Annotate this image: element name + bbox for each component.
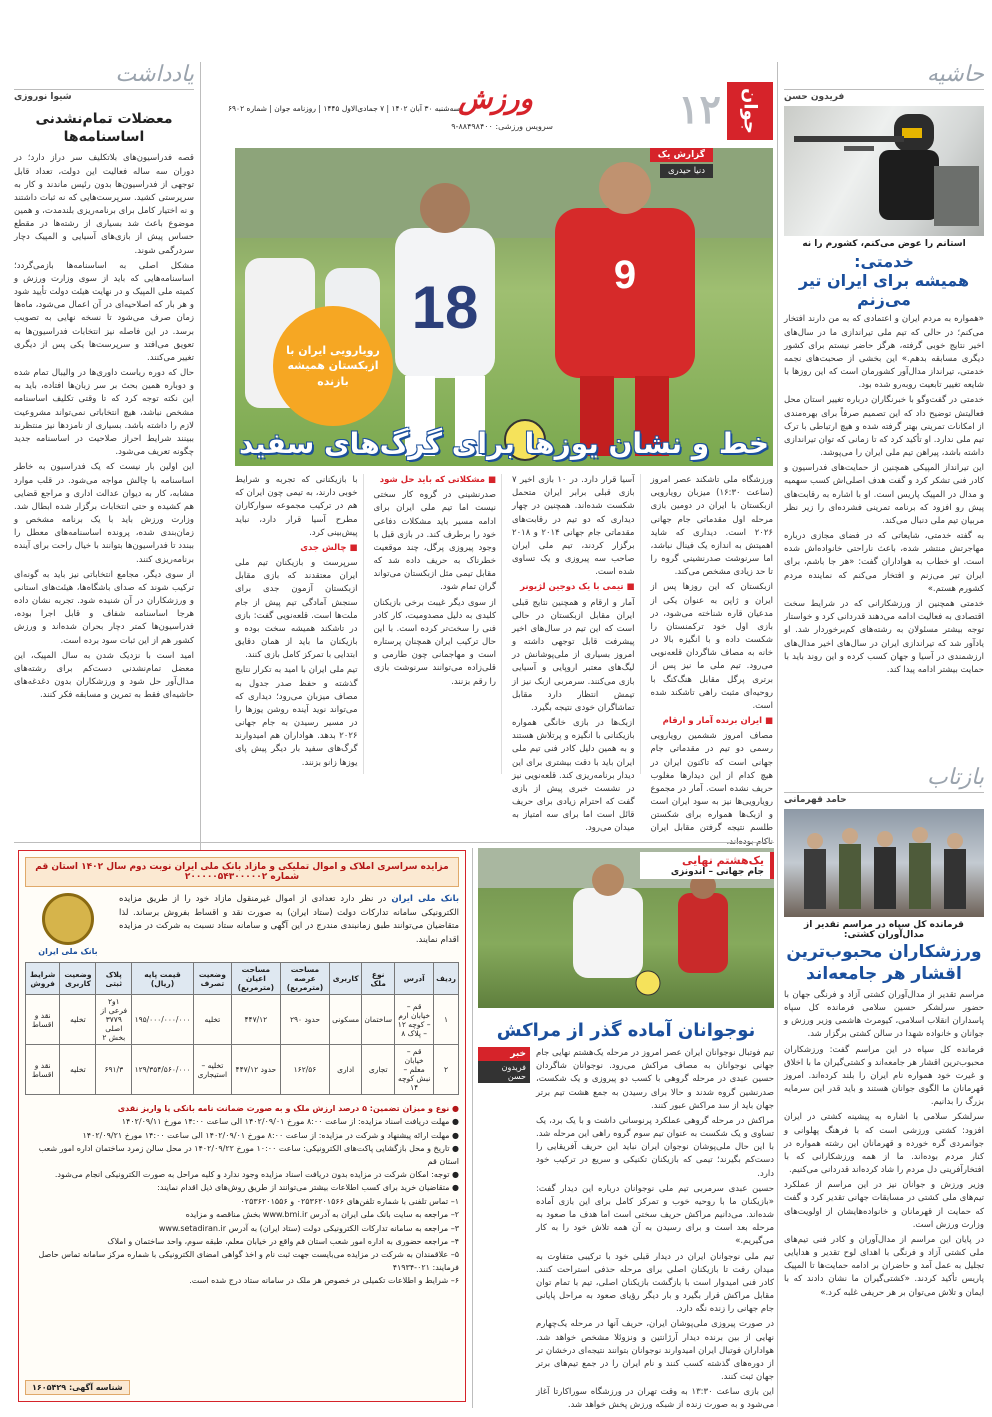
lead-column-1: ورزشگاه ملی تاشکند عصر امروز (ساعت ۱۶:۳۰) میزبان رویارویی ازبکستان با ایران در دومین بازی مرحله اول مقدماتی جام جهانی ۲۰۲۶ است. دیداری که شاید اهمیتش به اندازه یک فینال نباشد، اما سرنوشت صدرنشینی گروه را تا حد زیادی مشخص می‌کند. ازبکستان که این روزها پس از ایران و ژاپن به عنوان یکی از مدعیان قاره شناخته می‌شود، در بازی اول خود ترکمنستان را شکست داده و با انگیزه بالا در خانه به مصاف شاگردان قلعه‌نویی می‌رود. تیم ملی ما نیز پس از برتری پرگل مقابل هنگ‌کنگ با روحیه‌ای مثبت راهی تاشکند شده است. ■ ایران برنده آمار و ارقام مصاف امروز ششمین رویارویی رسمی دو تیم در مقدماتی جام جهانی است که تاکنون ایران در هیچ کدام از این دیدارها مغلوب حریف نشده است. آمار در مجموع رویارویی‌ها نیز به سود ایران است و ازبک‌ها همواره برای شکستن طلسم نتیجه گرفتن مقابل ایران [650,475,773,834]
lead-column-2: آسیا قرار دارد. در ۱۰ بازی اخیر ۷ بازی قبلی برابر ایران متحمل شکست شده‌اند. همچنین در چهار دیداری که دو تیم در رقابت‌های مقدماتی جام جهانی ۲۰۱۴ و ۲۰۱۸ برگزار کردند، تیم ملی ایران صاحب سه پیروزی و یک تساوی شده است. ■ تیمی با یک دوجین لژیونر آمار و ارقام و همچنین نتایج قبلی ایران مقابل ازبکستان در حالی است که این تیم در سال‌های اخیر پیشرفت قابل توجهی داشته و امروز بسیاری از ملی‌پوشانش در لیگ‌های معتبر اروپایی و آسیایی بازی می‌کنند. سرمربی ازبک نیز از تیمش انتظار دارد مقابل تماشاگران خودی نتیجه بگیرد. ازبک‌ها در بازی خانگی همواره بازیکنانی با انگیزه و پرتلاش هستند و به همین دلیل کادر فنی تیم ملی ایران باید با دقت بیشتری برای این دیدار برنامه‌ریزی کند. قلعه‌نویی نیز در نشست خبری پیش از بازی گفت که احترام زیادی برای حریف قائل است اما برای سه امتیاز به میدان می‌رود. [512,474,641,774]
table-row [26,995,459,1045]
lead-story-columns [235,474,773,834]
ad-th: مساحت اعیان (مترمربع) [231,963,280,995]
table-cell: ۱و۲ فرعی از ۳۷۷۹ اصلی بخش ۲ [96,995,132,1045]
lead-column-4: با بازیکنانی که تجربه و شرایط خوبی دارند، به تیمی چون ایران که هم در ترکیب مجموعه سوارکاران مطرح آسیا قرار دارد، نباید پیش‌بینی کرد. ■ چالش جدی سرپرست و بازیکنان تیم ملی ایران معتقدند که بازی مقابل ازبکستان آزمون جدی برای سنجش آمادگی تیم پیش از جام ملت‌ها است. قلعه‌نویی گفت: بازی در تاشکند همیشه سخت بوده و بازیکنان ما باید از همان دقایق ابتدایی با تمرکز کامل بازی کنند. تیم ملی ایران با امید به تکرار نتایج گذشته و حفظ صدر جدول به مصاف میزبان می‌رود؛ دیداری که می‌تواند نوید آینده روشن یوزها را در مسیر رسیدن به جام جهانی ۲۰۲۶ بدهد. هواداران هم امیدوارند گرگ‌های سفید بار دیگر پیش پای یوزها زانو بزنند. [235,474,364,774]
story2-title: ورزشکاران محبوب‌ترین اقشار هر جامعه‌اند [786,942,982,984]
masthead [228,82,773,140]
right-sidebar [784,62,984,1407]
ad-th: کاربری [330,963,362,995]
ad-th: آدرس [395,963,434,995]
ad-note: ۲– مراجعه به سایت بانک ملی ایران به آدرس www.bmi.ir بخش مناقصه و مزایده [185,1210,459,1220]
dateline: سه‌شنبه ۳۰ آبان ۱۴۰۲ | ۷ جمادی‌الاول ۱۴۴۵ | روزنامه جوان | شماره ۶۹۰۲ [228,104,460,113]
story2-body: مراسم تقدیر از مدال‌آوران کشتی آزاد و فرنگی جهان با حضور سرلشکر حسین سلامی فرمانده کل سپاه پاسداران انقلاب اسلامی، کیومرث هاشمی وزیر ورزش و جوانان و خانواده شهدا در سالن کشتی برگزار شد. فرمانده کل سپاه در این مراسم گفت: ورزشکاران محبوب‌ترین اقشار هر جامعه‌اند و کشتی‌گیران ما با اخلاق و غیرت خود همواره نام ایران را بلند کرده‌اند. امروز قهرمانان ما الگوی جوانان هستند و باید قدر این سرمایه بزرگ را بدانیم. سرلشکر سلامی با اشاره به پیشینه کشتی در ایران افزود: کشتی ورزشی است که با فرهنگ پهلوانی و جوانمردی گره خورده و قهرمانان این رشته همواره در کنار مردم بوده‌اند. ما از همه ورزشکارانی که با افتخارآفرینی دل مردم را شاد کرده‌اند قدردانی می‌کنیم. وزیر ورزش و جوانان نیز در این مراسم از عملکرد تیم‌های ملی کشتی در مسابقات جهانی تقدیر کرد و گفت که حمایت از قهرمانان و خانواده‌هایشان از اولویت‌های وزارت ورزش است. در پایان این مراسم از مدال‌آوران و کادر فنی تیم‌های ملی کشتی آزاد و فرنگی با اهدای لوح تقدیر و هدایایی تجلیل به عمل آمد و حاضران بر ادامه حمایت‌ها تا المپیک پاریس تأکید کردند. «کشتی‌گیران ما نشان دادند که با ایمان و تلاش می‌توان بر هر حریفی غلبه کرد.» [784,989,984,1298]
table-cell: ۶۹۱/۳ [96,1045,132,1095]
story-title: همیشه برای ایران تیر می‌زنم [798,271,970,310]
table-cell: ۱ [434,995,459,1045]
bank-logo-emblem [42,893,94,945]
author-bottom: حامد قهرمانی [784,795,847,806]
table-cell: تخلیه [60,1045,96,1095]
youth-photo [478,848,774,1008]
ad-th: وضعیت کاربری [60,963,96,995]
table-cell: ۱۹۵/۰۰۰/۰۰۰/۰۰۰ [132,995,194,1045]
table-cell: حدود ۲۹۰ [280,995,329,1045]
ad-note: ۴– مراجعه حضوری به اداره امور شعب استان قم واقع در خیابان معلم، طبقه سوم، واحد ساختمان و املاک [107,1236,459,1246]
ad-intro [119,893,459,956]
table-cell: ساختمان [362,995,395,1045]
ceremony-photo [784,809,984,917]
report-author: دنیا حیدری [660,164,713,178]
left-body: قصه فدراسیون‌های بلاتکلیف سر دراز دارد؛ در دوران سه ساله فعالیت این دولت، تعداد قابل توجهی از فدراسیون‌ها بدون رئیس ماندند و کار به سرپرستی کشید. سرپرست‌هایی که نه ثبات داشتند و نه اختیار کامل برای برنامه‌ریزی بلندمدت، و همین موضوع باعث شد بسیاری از رشته‌ها در مقطع حساس پیش از بازی‌های آسیایی و المپیک دچار سردرگمی شوند. مشکل اصلی به اساسنامه‌ها بازمی‌گردد؛ اساسنامه‌هایی که باید از سوی وزارت ورزش و کمیته ملی المپیک و در نهایت هیئت دولت تأیید شود و هر بار که اصلاحیه‌ای در آن اعمال می‌شود، ماه‌ها زمان صرف می‌شود تا نسخه نهایی به تصویب برسد. در این فاصله نیز انتخابات فدراسیون‌ها به تعویق می‌افتد و سرپرست‌ها یکی پس از دیگری تغییر می‌کنند. حال که دوره ریاست داوری‌ها در والیبال تمام شده و دوباره همین بحث بر سر زبان‌ها افتاده، باید به این نکته توجه کرد که تا وقتی تکلیف اساسنامه مشخص نباشد، هیچ انتخاباتی نمی‌تواند مشروعیت لازم را داشته باشد. بسیاری از نامزدها نیز منتظرند ببینند شرایط احراز صلاحیت در اساسنامه جدید چگونه تعریف می‌شود. این اولین بار نیست که یک فدراسیون به خاطر اساسنامه با چالش مواجه می‌شود. در قلب موارد مشابه، کار به دیوان عدالت اداری و مراجع قضایی هم کشیده و حتی انتخابات برگزار شده ابطال شد. وزارت ورزش باید با یک برنامه مشخص و زمان‌بندی شده، پرونده اساسنامه‌های معطل را ببندد تا فدراسیون‌ها بتوانند با خیال راحت برای آینده برنامه‌ریزی کنند. از سوی دیگر، مجامع انتخاباتی نیز باید به گونه‌ای ترکیب شوند که صدای باشگاه‌ها، هیئت‌های استانی و ورزشکاران در آن شنیده شود. تجربه نشان داده هرجا اساسنامه شفاف و قابل اجرا بوده، فدراسیون‌ها کمتر دچار بحران شده‌اند و ورزش کشور هم از این ثبات سود برده است. امید است با نزدیک شدن به سال المپیک، این معضل تمام‌نشدنی دست‌کم برای رشته‌های مدال‌آور حل شود و ورزشکاران بدون دغدغه‌های حاشیه‌ای فقط به تمرین و مسابقه فکر کنند. [14,153,194,701]
section-logo-baztab: بازتاب [784,765,984,793]
lead-column-3: ■ مشکلاتی که باید حل شود صدرنشینی در گروه کار سختی نیست اما تیم ملی ایران برای ادامه مسیر باید مشکلات دفاعی خود را برطرف کند. در بازی قبل با وجود پیروزی پرگل، چند موقعیت خطرناک به حریف داده شد که مقابل تیمی مثل ازبکستان می‌تواند گران تمام شود. از سوی دیگر غیبت برخی بازیکنان کلیدی به دلیل مصدومیت، کار کادر فنی را سخت‌تر کرده است. با این حال ترکیب ایران همچنان پرستاره است و مهاجمانی چون طارمی و قلی‌زاده می‌توانند سرنوشت بازی را رقم بزنند. [374,474,503,774]
youth-badge-title: یک‌هشتم نهایی [682,854,764,867]
ad-box [18,850,466,1402]
svg-text:9: 9 [613,253,637,297]
ad-table [25,962,459,1095]
photo-caption: استانم را عوض می‌کنم، کشورم را نه [802,239,966,249]
ad-note: ۳– مراجعه به سامانه تدارکات الکترونیکی دولت (ستاد ایران) به آدرس www.setadiran.ir [158,1223,459,1233]
left-sidebar [14,62,194,862]
ad-note: ● مهلت ارائه پیشنهاد و شرکت در مزایده: از ساعت ۸:۰۰ مورخ ۱۴۰۲/۰۹/۰۱ الی ساعت ۱۴:۰۰ مورخ ۱۴۰۲/۰۹/۲۱ [82,1130,459,1140]
table-cell: ۱۶۲/۵۶ [280,1045,329,1095]
lead-headline: خط و نشان یوزها برای گرگ‌های سفید [238,427,770,460]
youth-badge-sub: جام جهانی – اندونزی [670,867,764,877]
table-cell: تخلیه [60,995,96,1045]
table-cell: اداری [330,1045,362,1095]
table-cell: ۲ [434,1045,459,1095]
report-tag: گزارش یک [650,148,713,162]
bank-logo-text: بانک ملی ایران [38,947,98,956]
table-cell: ۱۲۹/۳۵۴/۵۶۰/۰۰۰ [132,1045,194,1095]
ad-th: قیمت پایه (ریال) [132,963,194,995]
section-logo-varzesh: ورزش [458,82,533,115]
table-cell: قم – خیابان معلم – نبش کوچه ۱۴ [395,1045,434,1095]
paper-logo: جوان [727,82,773,140]
table-cell: نقد و اقساط [26,1045,60,1095]
table-cell: تجاری [362,1045,395,1095]
divider-left [200,62,201,862]
ad-note: ● مهلت دریافت اسناد مزایده: از ساعت ۸:۰۰ مورخ ۱۴۰۲/۰۹/۰۱ الی ساعت ۱۴:۰۰ مورخ ۱۴۰۲/۰۹/۱۱ [121,1117,459,1127]
news-tag: خبر [478,1047,530,1061]
ad-th: مساحت عرصه (مترمربع) [280,963,329,995]
table-cell: حدود ۴۴۷/۱۲ [231,1045,280,1095]
bank-logo [25,893,111,956]
table-cell: مسکونی [330,995,362,1045]
ad-table-header [26,963,459,995]
ceremony-illustration [784,809,984,917]
divider-mid [14,842,774,843]
caption2: قرمانده کل سپاه در مراسم تقدیر از مدال‌آوران کشتی: [804,920,964,941]
shooter-illustration [784,106,984,236]
youth-body-wrap [478,1047,774,1411]
ad-note: ● تاریخ و محل بازگشایی پاکت‌های الکترونیکی: ساعت ۱۰:۰۰ مورخ ۱۴۰۲/۰۹/۲۲ در محل سالن زمرد ساختمان اداره امور شعب استان قم [38,1144,459,1166]
ad-note: ● نوع و میزان تضمین: ۵ درصد ارزش ملک و به صورت ضمانت نامه بانکی یا واریز نقدی [117,1104,459,1113]
ad-note: ● متقاضیان خرید برای کسب اطلاعات بیشتر می‌توانند از طریق روش‌های ذیل اقدام نمایند: [157,1183,459,1193]
divider-ad [472,848,473,1408]
section-logo-hashieh: حاشیه [784,62,984,90]
ad-th: شرایط فروش [26,963,60,995]
youth-headline: نوجوانان آماده گذر از مراکش [496,1020,756,1041]
ad-note: ۶– شرایط و اطلاعات تکمیلی در خصوص هر ملک در سامانه ستاد درج شده است. [189,1276,459,1286]
ad-intro-row [25,893,459,956]
ad-th: نوع ملک [362,963,395,995]
ad-note: ● توجه: امکان شرکت در مزایده بدون دریافت اسناد مزایده وجود ندارد و کلیه مراحل به صورت الکترونیکی انجام می‌شود. [54,1169,459,1179]
ad-th: پلاک ثبتی [96,963,132,995]
table-row [26,1045,459,1095]
author-top: فریدون حسن [784,92,845,102]
service-phone: سرویس ورزشی: ۸۸۴۹۸۴۰۰-۹ [451,122,553,131]
shooter-photo [784,106,984,236]
ad-note: ۵– علاقمندان به شرکت در مزایده می‌بایست جهت ثبت نام و اخذ گواهی امضای الکترونیکی با شماره مرکز سامانه تماس حاصل فرمایند: ۰۲۱-۴۱۹۳۴ [38,1250,459,1272]
ad-th: ردیف [434,963,459,995]
news-author: فریدون حسن [478,1061,530,1083]
youth-body: تیم فوتبال نوجوانان ایران عصر امروز در مرحله یک‌هشتم نهایی جام جهانی نوجوانان به مصاف مراکش می‌رود. نوجوانان شاگردان حسین عبدی در مرحله گروهی با کسب دو پیروزی و یک شکست، صدرنشین گروه شدند و حالا برای رسیدن به جمع هشت تیم برتر جهان باید از سد مراکش عبور کنند. مراکش در مرحله گروهی عملکرد پرنوسانی داشت و با یک برد، یک تساوی و یک شکست به عنوان تیم سوم گروه راهی این مرحله شد. با این حال ملی‌پوشان نوجوان ایران نباید این حریف آفریقایی را دست‌کم بگیرند؛ تیمی که بازیکنان تکنیکی و سریع در ترکیب خود دارد. حسین عبدی سرمربی تیم ملی نوجوانان درباره این دیدار گفت: «بازیکنان ما با روحیه خوب و تمرکز کامل برای این بازی آماده شده‌اند. می‌دانیم مراکش حریف سختی است اما هدف ما صعود به مرحله بعد است و برای رسیدن به آن همه تلاش خود را به کار می‌گیریم.» تیم ملی نوجوانان ایران در دیدار قبلی خود با ترکیبی متفاوت به میدان رفت تا بازیکنان اصلی برای مرحله حذفی استراحت کنند. کادر فنی امیدوار است با بازگشت بازیکنان اصلی، تیم با تمام توان مقابل مراکش قرار بگیرد و بار دیگر رؤیای صعود به مراحل پایانی جام جهانی را زنده نگه دارد. در صورت پیروزی ملی‌پوشان ایران، حریف آنها در مرحله یک‌چهارم نهایی از بین برنده دیدار آرژانتین و ونزوئلا مشخص خواهد شد. هواداران فوتبال ایران امیدوارند نوجوانان بتوانند نتیجه‌ای درخشان تر از دوره‌های گذشته کسب کنند و نام ایران را در جمع تیم‌های برتر جهان ثبت کنند. این بازی ساعت ۱۳:۳۰ به وقت تهران در ورزشگاه سوراکارتا آغاز می‌شود و به صورت زنده از شبکه ورزش پخش خواهد شد. [536,1048,774,1411]
left-title: معضلات تمام‌نشدنی اساسنامه‌ها [35,111,173,146]
ad-intro-text: در نظر دارد تعدادی از اموال غیرمنقول مازاد خود را از طریق مزایده الکترونیکی سامانه تدارکات دولت (ستاد ایران) به صورت نقد و اقساط بفروش برساند. لذا متقاضیان می‌توانند طبق زمانبندی مندرج در این آگهی و سامانه ستاد نسبت به شرکت در مزایده اقدام نمایند. [119,894,459,945]
svg-text:18: 18 [411,274,479,341]
ad-th: وضعیت تصرف [193,963,231,995]
kicker: خدمتی: [854,252,914,271]
section-logo-yaddasht: یادداشت [14,62,194,90]
ad-notes [25,1103,459,1287]
youth-badge [640,852,774,879]
ad-intro-bank: بانک ملی ایران [391,894,460,904]
story-body: «همواره به مردم ایران و اعتمادی که به من دارند افتخار می‌کنم؛ در حالی که تیم ملی تیراندازی ما در سال‌های اخیر نتایج خوبی گرفته، هرگز حاضر نیستم برای کشور دیگری مسابقه بدهم.» این بخشی از صحبت‌های نجمه خدمتی، تیرانداز مدال‌آور کشورمان است که این روزها با شایعه تغییر تابعیت روبه‌رو شده بود. خدمتی در گفت‌وگو با خبرنگاران درباره تغییر استان محل فعالیتش توضیح داد که این تصمیم صرفاً برای بهره‌مندی از امکانات تمرینی بهتر گرفته شده و هیچ ارتباطی با ترک تیم ملی ندارد. او تأکید کرد که تا زمانی که توان تیراندازی داشته باشد، پیراهن تیم ملی ایران را می‌پوشد. این تیرانداز المپیکی همچنین از حمایت‌های فدراسیون و کادر فنی تشکر کرد و گفت هدف اصلی‌اش کسب سهمیه و مدال در المپیک پاریس است. او با اشاره به رقابت‌های پیش رو افزود که برنامه تمرینی فشرده‌ای را زیر نظر مربیان تیم ملی دنبال می‌کند. به گفته خدمتی، شایعاتی که در فضای مجازی درباره مهاجرتش منتشر شده، باعث ناراحتی خانواده‌اش شده است. او خطاب به هواداران گفت: «هر جا باشم، برای ایران تیر می‌زنم و افتخار می‌کنم که نماینده مردم کشورم هستم.» خدمتی همچنین از ورزشکارانی که در شرایط سخت اقتصادی به فعالیت ادامه می‌دهند قدردانی کرد و خواستار توجه بیشتر مسئولان به رشته‌های کم‌برخوردار شد. او یادآور شد که تیراندازی ایران در سال‌های اخیر مدال‌های ارزشمندی در آسیا و جهان کسب کرده و این روند باید با حمایت بیشتر ادامه پیدا کند. [784,314,984,675]
issue-number: ۱۲ [678,86,721,133]
ad-note: ۱– تماس تلفنی با شماره تلفن‌های ۰۲۵۳۶۲۰۱۵۶۶ و ۰۲۵۳۶۲۰۱۵۵۶ [240,1196,459,1206]
table-cell: ۴۴۷/۱۲ [231,995,280,1045]
second-story [478,848,774,1411]
lead-photo [235,148,773,466]
left-author: شیوا نوروزی [14,92,72,102]
ad-headline: مزایده سراسری املاک و اموال تملیکی و مازاد بانک ملی ایران نوبت دوم سال ۱۴۰۲ استان قم شماره ۲۰۰۰۰۰۵۴۳۰۰۰۰۰۲ [25,857,459,887]
lead-badge: رویارویی ایران با ازبکستان همیشه بازنده [273,306,393,426]
ad-code: شناسه آگهی: ۱۶۰۵۴۲۹ [25,1380,130,1395]
divider-right [777,62,778,1407]
table-cell: نقد و اقساط [26,995,60,1045]
table-cell: تخلیه – استیجاری [193,1045,231,1095]
table-cell: تخلیه [193,995,231,1045]
table-cell: قم – خیابان ارم – کوچه ۱۲ – پلاک ۸ [395,995,434,1045]
news-tag-box [478,1047,530,1387]
